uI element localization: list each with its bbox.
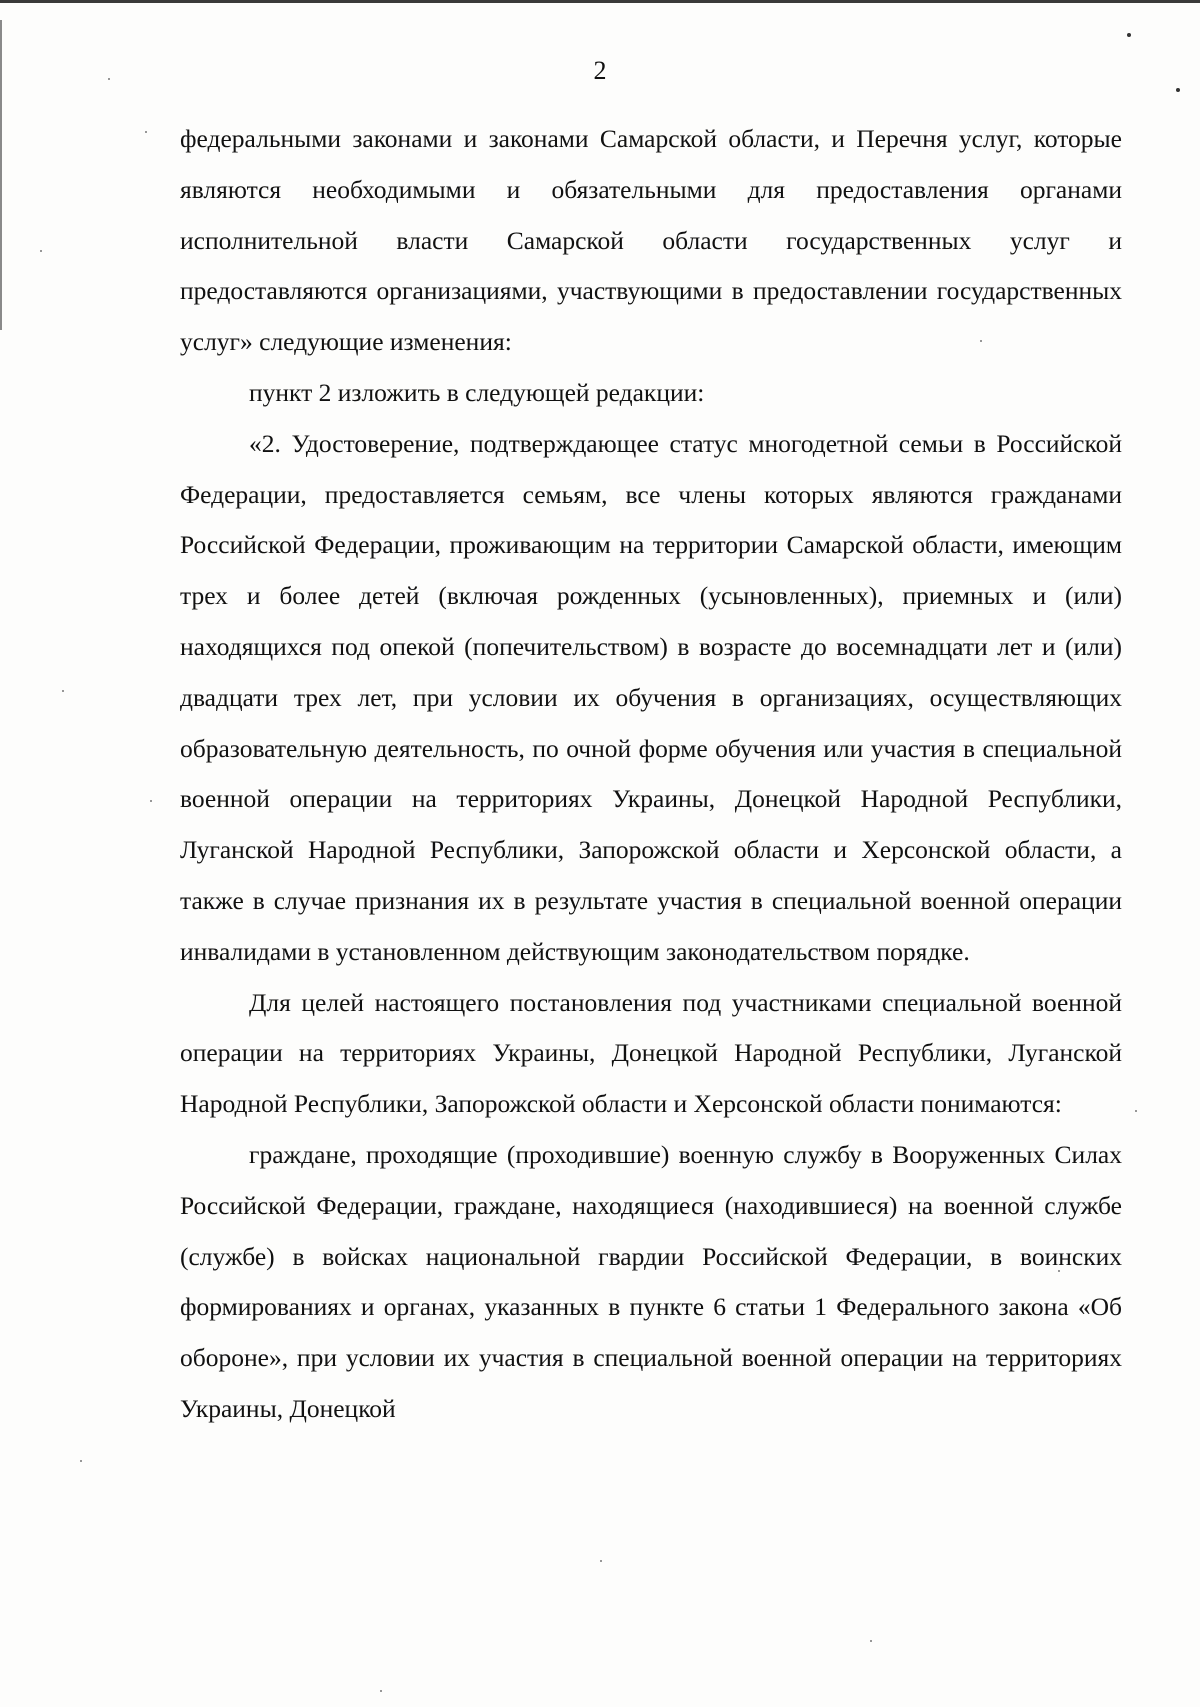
- scan-speck: [40, 250, 42, 252]
- scan-speck: [145, 131, 147, 133]
- scan-speck: [62, 690, 64, 692]
- scan-top-border: [0, 0, 1200, 3]
- paragraph-amendment-intro: пункт 2 изложить в следующей редакции:: [249, 377, 705, 407]
- scan-speck: [150, 800, 152, 802]
- paragraph-continuation: федеральными законами и законами Самарской области, и Перечня услуг, которые являются необходимыми и обязательными для предоставления органами исполнительной власти Самарской области государственных услуг и предоставляются организациями, участвующими в предоставлении государственных услуг» следующие изменения:: [180, 124, 1122, 357]
- scan-speck: [600, 1560, 602, 1562]
- page-number: 2: [593, 56, 607, 85]
- scan-speck: [1176, 88, 1180, 92]
- paragraph-definition: Для целей настоящего постановления под участниками специальной военной операции на территориях Украины, Донецкой Народной Республики, Луганской Народной Республики, Запорожской области и Херсонской области понимаются:: [180, 987, 1122, 1119]
- paragraph-point-2: «2. Удостоверение, подтверждающее статус многодетной семьи в Российской Федерации, предоставляется семьям, все члены которых являются гражданами Российской Федерации, проживающим на территории Самарской области, имеющим трех и более детей (включая рожденных (усыновленных), приемных и (или) находящихся под опекой (попечительством) в возрасте до восемнадцати лет и (или) двадцати трех лет, при условии их обучения в организациях, осуществляющих образовательную деятельность, по очной форме обучения или участия в специальной военной операции на территориях Украины, Донецкой Народной Республики, Луганской Народной Республики, Запорожской области и Херсонской области, а также в случае признания их в результате участия в специальной военной операции инвалидами в установленном действующим законодательством порядке.: [180, 428, 1122, 966]
- scan-speck: [380, 1690, 382, 1692]
- scan-speck: [870, 1640, 872, 1642]
- document-body: [180, 114, 1122, 1435]
- paragraph-citizens: граждане, проходящие (проходившие) военную службу в Вооруженных Силах Российской Федерации, граждане, находящиеся (находившиеся) на военной службе (службе) в войсках национальной гвардии Российской Федерации, в воинских формированиях и органах, указанных в пункте 6 статьи 1 Федерального закона «Об обороне», при условии их участия в специальной военной операции на территориях Украины, Донецкой: [180, 1139, 1122, 1423]
- scan-speck: [1127, 33, 1131, 37]
- scan-speck: [1135, 1110, 1137, 1112]
- scan-speck: [80, 1460, 82, 1462]
